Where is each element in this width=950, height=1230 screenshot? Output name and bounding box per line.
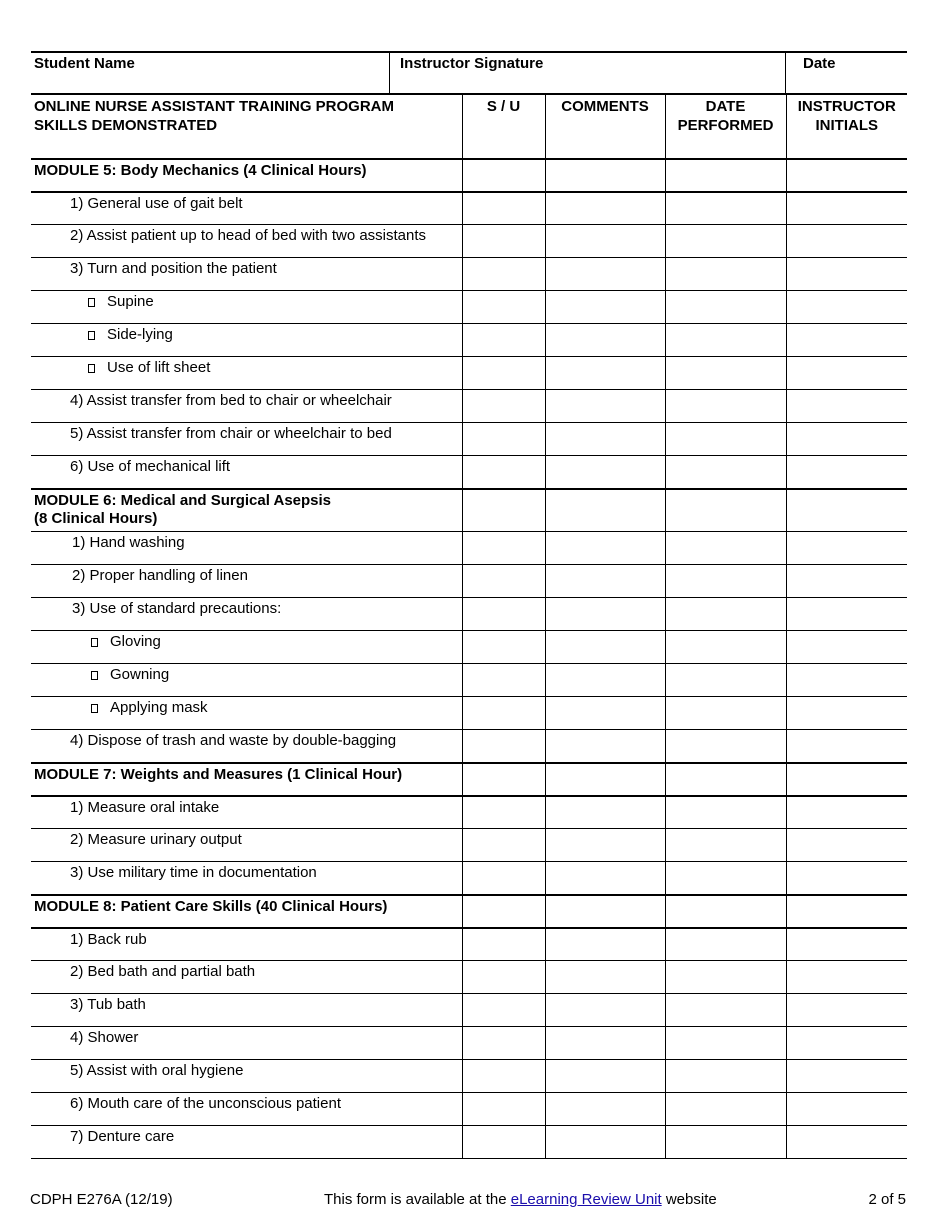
date-performed-cell[interactable] bbox=[665, 565, 786, 598]
comments-cell[interactable] bbox=[545, 357, 665, 390]
date-performed-cell[interactable] bbox=[665, 423, 786, 456]
sub-skill-label: Gloving bbox=[110, 633, 161, 650]
instructor-initials-cell[interactable] bbox=[786, 1093, 907, 1126]
elearning-review-unit-link[interactable]: eLearning Review Unit bbox=[510, 1191, 662, 1208]
date-performed-cell[interactable] bbox=[665, 532, 786, 565]
date-performed-cell[interactable] bbox=[665, 291, 786, 324]
comments-cell[interactable] bbox=[545, 258, 665, 291]
skill-label: 2) Assist patient up to head of bed with two assistants bbox=[31, 225, 462, 258]
comments-cell[interactable] bbox=[545, 631, 665, 664]
instructor-initials-cell[interactable] bbox=[786, 489, 907, 532]
checkbox-icon[interactable] bbox=[91, 704, 98, 713]
date-performed-cell[interactable] bbox=[665, 192, 786, 225]
module-title: MODULE 5: Body Mechanics (4 Clinical Hours) bbox=[31, 159, 462, 192]
instructor-initials-cell[interactable] bbox=[786, 532, 907, 565]
sub-skill-label: Supine bbox=[107, 293, 154, 310]
instructor-initials-cell[interactable] bbox=[786, 423, 907, 456]
program-header bbox=[31, 95, 462, 159]
su-cell[interactable] bbox=[462, 664, 545, 697]
instructor-initials-cell[interactable] bbox=[786, 928, 907, 961]
sub-skill bbox=[31, 291, 462, 324]
sub-skill-row bbox=[31, 664, 907, 697]
su-cell[interactable] bbox=[462, 1126, 545, 1159]
date-performed-cell[interactable] bbox=[665, 631, 786, 664]
instructor-initials-cell[interactable] bbox=[786, 291, 907, 324]
comments-cell[interactable] bbox=[545, 829, 665, 862]
sub-skill-label: Side-lying bbox=[107, 326, 173, 343]
module-title-line2: (8 Clinical Hours) bbox=[34, 509, 158, 527]
su-cell[interactable] bbox=[462, 159, 545, 192]
sub-skill-label: Use of lift sheet bbox=[107, 359, 211, 376]
date-performed-cell[interactable] bbox=[665, 994, 786, 1027]
comments-cell[interactable] bbox=[545, 390, 665, 423]
instructor-initials-cell[interactable] bbox=[786, 159, 907, 192]
su-cell[interactable] bbox=[462, 598, 545, 631]
date-performed-cell[interactable] bbox=[665, 1027, 786, 1060]
su-cell[interactable] bbox=[462, 489, 545, 532]
skill-label: 6) Use of mechanical lift bbox=[31, 456, 462, 489]
instructor-initials-cell[interactable] bbox=[786, 1060, 907, 1093]
su-cell[interactable] bbox=[462, 862, 545, 895]
instructor-initials-cell[interactable] bbox=[786, 1027, 907, 1060]
su-cell[interactable] bbox=[462, 961, 545, 994]
skills-table bbox=[31, 94, 907, 1159]
instructor-initials-cell[interactable] bbox=[786, 829, 907, 862]
date-performed-cell[interactable] bbox=[665, 598, 786, 631]
comments-cell[interactable] bbox=[545, 291, 665, 324]
su-cell[interactable] bbox=[462, 532, 545, 565]
skill-label: 4) Shower bbox=[31, 1027, 462, 1060]
skill-label: 3) Use of standard precautions: bbox=[31, 598, 462, 631]
date-performed-cell[interactable] bbox=[665, 961, 786, 994]
module-title: MODULE 8: Patient Care Skills (40 Clinical Hours) bbox=[31, 895, 462, 928]
skill-label: 1) Measure oral intake bbox=[31, 796, 462, 829]
sub-skill bbox=[31, 697, 462, 730]
sub-skill bbox=[31, 631, 462, 664]
instructor-initials-cell[interactable] bbox=[786, 258, 907, 291]
su-cell[interactable] bbox=[462, 1060, 545, 1093]
page-footer bbox=[30, 1191, 906, 1211]
instructor-initials-cell[interactable] bbox=[786, 664, 907, 697]
program-header-line1: ONLINE NURSE ASSISTANT TRAINING PROGRAM bbox=[34, 98, 395, 115]
su-cell[interactable] bbox=[462, 1027, 545, 1060]
instructor-signature-field[interactable] bbox=[389, 53, 785, 93]
date-label: Date bbox=[803, 55, 836, 72]
skill-row bbox=[31, 1126, 907, 1159]
comments-cell[interactable] bbox=[545, 664, 665, 697]
module-row bbox=[31, 489, 907, 532]
su-cell[interactable] bbox=[462, 697, 545, 730]
comments-cell[interactable] bbox=[545, 324, 665, 357]
date-performed-cell[interactable] bbox=[665, 796, 786, 829]
instructor-signature-label: Instructor Signature bbox=[400, 55, 544, 72]
date-performed-cell[interactable] bbox=[665, 664, 786, 697]
instructor-initials-cell[interactable] bbox=[786, 357, 907, 390]
page-number: 2 of 5 bbox=[868, 1191, 906, 1208]
skill-row bbox=[31, 225, 907, 258]
su-cell[interactable] bbox=[462, 928, 545, 961]
date-performed-cell[interactable] bbox=[665, 456, 786, 489]
skills-form bbox=[31, 51, 907, 1159]
availability-suffix: website bbox=[661, 1191, 717, 1208]
comments-cell[interactable] bbox=[545, 994, 665, 1027]
su-cell[interactable] bbox=[462, 291, 545, 324]
date-performed-line2: PERFORMED bbox=[677, 117, 774, 134]
comments-cell[interactable] bbox=[545, 1027, 665, 1060]
skill-label: 6) Mouth care of the unconscious patient bbox=[31, 1093, 462, 1126]
comments-cell[interactable] bbox=[545, 928, 665, 961]
comments-cell[interactable] bbox=[545, 225, 665, 258]
comments-cell[interactable] bbox=[545, 1060, 665, 1093]
skill-label: 5) Assist transfer from chair or wheelchair to bed bbox=[31, 423, 462, 456]
sub-skill bbox=[31, 324, 462, 357]
instructor-initials-cell[interactable] bbox=[786, 598, 907, 631]
sub-skill-row bbox=[31, 324, 907, 357]
date-performed-header bbox=[665, 95, 786, 159]
su-cell[interactable] bbox=[462, 258, 545, 291]
date-performed-line1: DATE bbox=[705, 98, 746, 115]
sub-skill-label: Applying mask bbox=[110, 699, 208, 716]
checkbox-icon[interactable] bbox=[88, 331, 95, 340]
skill-row bbox=[31, 390, 907, 423]
skill-label: 3) Use military time in documentation bbox=[31, 862, 462, 895]
comments-cell[interactable] bbox=[545, 1126, 665, 1159]
comments-cell[interactable] bbox=[545, 423, 665, 456]
su-cell[interactable] bbox=[462, 192, 545, 225]
comments-cell[interactable] bbox=[545, 489, 665, 532]
su-cell[interactable] bbox=[462, 763, 545, 796]
instructor-initials-cell[interactable] bbox=[786, 456, 907, 489]
skill-row bbox=[31, 994, 907, 1027]
skill-row bbox=[31, 796, 907, 829]
module-row bbox=[31, 159, 907, 192]
skill-row bbox=[31, 1093, 907, 1126]
sub-skill bbox=[31, 664, 462, 697]
skill-row bbox=[31, 862, 907, 895]
skill-row bbox=[31, 532, 907, 565]
module-title-line1: MODULE 6: Medical and Surgical Asepsis bbox=[34, 491, 332, 509]
date-performed-cell[interactable] bbox=[665, 763, 786, 796]
su-cell[interactable] bbox=[462, 796, 545, 829]
sub-skill-row bbox=[31, 291, 907, 324]
skill-row bbox=[31, 423, 907, 456]
comments-cell[interactable] bbox=[545, 565, 665, 598]
sub-skill-row bbox=[31, 697, 907, 730]
instructor-initials-cell[interactable] bbox=[786, 994, 907, 1027]
skill-label: 1) General use of gait belt bbox=[31, 192, 462, 225]
su-cell[interactable] bbox=[462, 456, 545, 489]
checkbox-icon[interactable] bbox=[91, 671, 98, 680]
date-performed-cell[interactable] bbox=[665, 862, 786, 895]
instructor-initials-cell[interactable] bbox=[786, 763, 907, 796]
comments-cell[interactable] bbox=[545, 895, 665, 928]
skill-row bbox=[31, 1060, 907, 1093]
comments-cell[interactable] bbox=[545, 796, 665, 829]
comments-cell[interactable] bbox=[545, 159, 665, 192]
su-cell[interactable] bbox=[462, 390, 545, 423]
instructor-initials-cell[interactable] bbox=[786, 895, 907, 928]
date-performed-cell[interactable] bbox=[665, 928, 786, 961]
skill-row bbox=[31, 829, 907, 862]
su-cell[interactable] bbox=[462, 1093, 545, 1126]
table-header-row bbox=[31, 95, 907, 159]
date-performed-cell[interactable] bbox=[665, 1093, 786, 1126]
skill-label: 1) Back rub bbox=[31, 928, 462, 961]
date-performed-cell[interactable] bbox=[665, 489, 786, 532]
skill-label: 3) Tub bath bbox=[31, 994, 462, 1027]
instructor-initials-cell[interactable] bbox=[786, 796, 907, 829]
module-row bbox=[31, 763, 907, 796]
comments-cell[interactable] bbox=[545, 1093, 665, 1126]
comments-cell[interactable] bbox=[545, 598, 665, 631]
program-header-line2: SKILLS DEMONSTRATED bbox=[34, 117, 218, 134]
su-header: S / U bbox=[462, 95, 545, 159]
su-cell[interactable] bbox=[462, 423, 545, 456]
sub-skill-row bbox=[31, 357, 907, 390]
instructor-initials-line1: INSTRUCTOR bbox=[797, 98, 896, 115]
skill-label: 2) Proper handling of linen bbox=[31, 565, 462, 598]
instructor-initials-cell[interactable] bbox=[786, 961, 907, 994]
skill-row bbox=[31, 565, 907, 598]
instructor-initials-cell[interactable] bbox=[786, 192, 907, 225]
instructor-initials-line2: INITIALS bbox=[815, 117, 878, 134]
comments-cell[interactable] bbox=[545, 862, 665, 895]
instructor-initials-cell[interactable] bbox=[786, 324, 907, 357]
checkbox-icon[interactable] bbox=[88, 298, 95, 307]
comments-cell[interactable] bbox=[545, 730, 665, 763]
skill-row bbox=[31, 961, 907, 994]
skill-label: 5) Assist with oral hygiene bbox=[31, 1060, 462, 1093]
instructor-initials-cell[interactable] bbox=[786, 225, 907, 258]
signature-band bbox=[31, 51, 907, 94]
sub-skill bbox=[31, 357, 462, 390]
skill-label: 7) Denture care bbox=[31, 1126, 462, 1159]
su-cell[interactable] bbox=[462, 565, 545, 598]
comments-cell[interactable] bbox=[545, 532, 665, 565]
date-field[interactable] bbox=[785, 53, 907, 93]
skill-row bbox=[31, 192, 907, 225]
su-cell[interactable] bbox=[462, 324, 545, 357]
instructor-initials-cell[interactable] bbox=[786, 697, 907, 730]
instructor-initials-cell[interactable] bbox=[786, 730, 907, 763]
instructor-initials-cell[interactable] bbox=[786, 631, 907, 664]
skill-row bbox=[31, 258, 907, 291]
sub-skill-label: Gowning bbox=[110, 666, 170, 683]
su-cell[interactable] bbox=[462, 994, 545, 1027]
date-performed-cell[interactable] bbox=[665, 225, 786, 258]
availability-prefix: This form is available at the bbox=[324, 1191, 511, 1208]
date-performed-cell[interactable] bbox=[665, 895, 786, 928]
module-row bbox=[31, 895, 907, 928]
module-title: MODULE 7: Weights and Measures (1 Clinical Hour) bbox=[31, 763, 462, 796]
instructor-initials-cell[interactable] bbox=[786, 1126, 907, 1159]
date-performed-cell[interactable] bbox=[665, 829, 786, 862]
comments-cell[interactable] bbox=[545, 697, 665, 730]
skill-row bbox=[31, 730, 907, 763]
sub-skill-row bbox=[31, 631, 907, 664]
skill-label: 2) Measure urinary output bbox=[31, 829, 462, 862]
checkbox-icon[interactable] bbox=[88, 364, 95, 373]
comments-cell[interactable] bbox=[545, 961, 665, 994]
skill-row bbox=[31, 598, 907, 631]
date-performed-cell[interactable] bbox=[665, 1126, 786, 1159]
skill-label: 2) Bed bath and partial bath bbox=[31, 961, 462, 994]
date-performed-cell[interactable] bbox=[665, 730, 786, 763]
skill-label: 1) Hand washing bbox=[31, 532, 462, 565]
date-performed-cell[interactable] bbox=[665, 159, 786, 192]
student-name-label: Student Name bbox=[34, 55, 135, 72]
su-cell[interactable] bbox=[462, 895, 545, 928]
date-performed-cell[interactable] bbox=[665, 390, 786, 423]
comments-cell[interactable] bbox=[545, 763, 665, 796]
skill-row bbox=[31, 928, 907, 961]
su-cell[interactable] bbox=[462, 225, 545, 258]
date-performed-cell[interactable] bbox=[665, 258, 786, 291]
checkbox-icon[interactable] bbox=[91, 638, 98, 647]
skill-label: 4) Dispose of trash and waste by double-bagging bbox=[31, 730, 462, 763]
comments-header: COMMENTS bbox=[545, 95, 665, 159]
instructor-initials-header bbox=[786, 95, 907, 159]
comments-cell[interactable] bbox=[545, 456, 665, 489]
skill-label: 3) Turn and position the patient bbox=[31, 258, 462, 291]
su-cell[interactable] bbox=[462, 357, 545, 390]
date-performed-cell[interactable] bbox=[665, 324, 786, 357]
date-performed-cell[interactable] bbox=[665, 697, 786, 730]
skill-row bbox=[31, 1027, 907, 1060]
instructor-initials-cell[interactable] bbox=[786, 390, 907, 423]
instructor-initials-cell[interactable] bbox=[786, 565, 907, 598]
availability-note bbox=[324, 1191, 717, 1208]
su-cell[interactable] bbox=[462, 730, 545, 763]
module-title bbox=[31, 489, 462, 532]
skill-row bbox=[31, 456, 907, 489]
su-cell[interactable] bbox=[462, 829, 545, 862]
date-performed-cell[interactable] bbox=[665, 1060, 786, 1093]
instructor-initials-cell[interactable] bbox=[786, 862, 907, 895]
su-cell[interactable] bbox=[462, 631, 545, 664]
date-performed-cell[interactable] bbox=[665, 357, 786, 390]
student-name-field[interactable] bbox=[31, 53, 389, 93]
skill-label: 4) Assist transfer from bed to chair or wheelchair bbox=[31, 390, 462, 423]
form-id: CDPH E276A (12/19) bbox=[30, 1191, 173, 1208]
comments-cell[interactable] bbox=[545, 192, 665, 225]
